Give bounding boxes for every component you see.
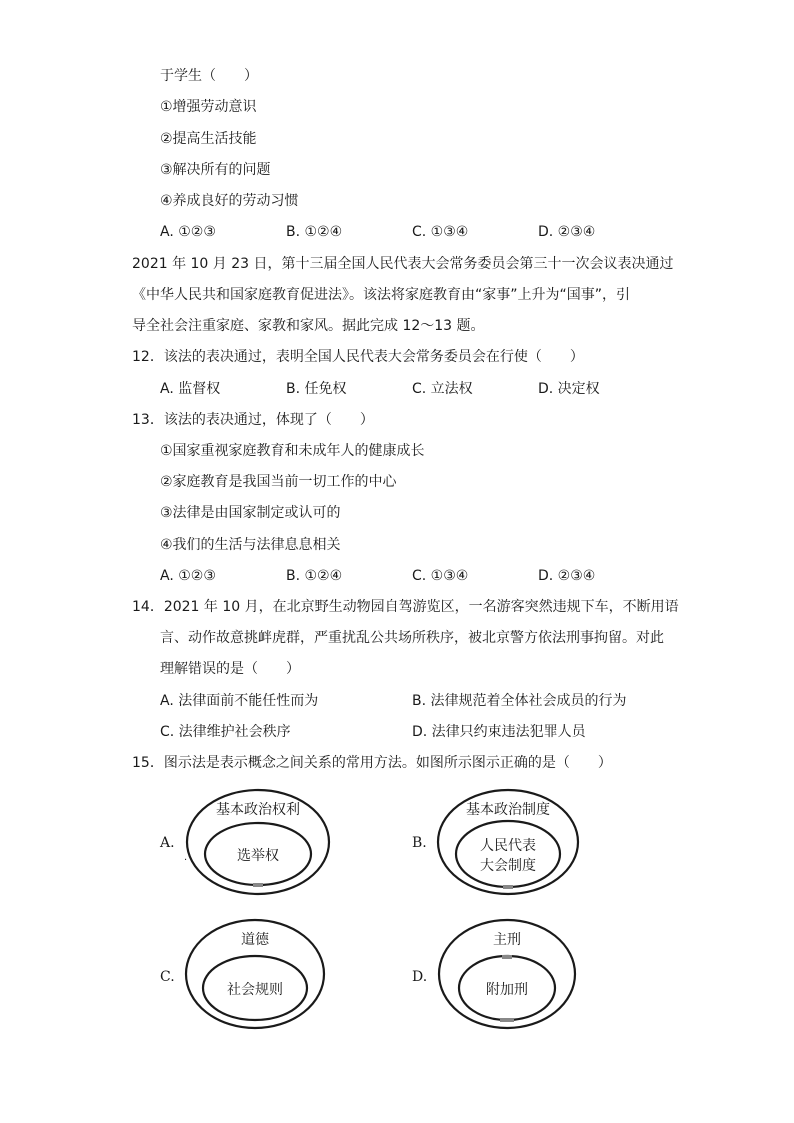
q11-option-c: C. ①③④ <box>412 224 469 240</box>
q13-option-b: B. ①②④ <box>286 568 343 584</box>
q11-item-1: ①增强劳动意识 <box>160 99 257 115</box>
diagram-b <box>412 784 602 904</box>
q13-item-4: ④我们的生活与法律息息相关 <box>160 537 341 553</box>
svg-text:.: . <box>184 852 188 863</box>
diagram-c-outer-label: 道德 <box>241 932 269 948</box>
diagram-c-letter: C. <box>160 969 175 985</box>
diagram-b-inner-label-1: 人民代表 <box>480 838 536 854</box>
diagram-b-outer-label: 基本政治制度 <box>466 802 550 818</box>
diagram-c <box>160 916 350 1036</box>
q13-item-1: ①国家重视家庭教育和未成年人的健康成长 <box>160 443 425 459</box>
q11-item-2: ②提高生活技能 <box>160 131 257 147</box>
q14-stem-line-2: 言、动作故意挑衅虎群，严重扰乱公共场所秩序，被北京警方依法刑事拘留。对此 <box>160 630 664 646</box>
q14-option-c: C. 法律维护社会秩序 <box>160 724 291 740</box>
diagram-d-inner-label: 附加刑 <box>486 982 528 998</box>
diagram-a-outer-label: 基本政治权利 <box>216 802 300 818</box>
diagram-d-contact-mark-top <box>502 955 512 959</box>
q11-option-b: B. ①②④ <box>286 224 343 240</box>
q12-option-a: A. 监督权 <box>160 381 221 397</box>
q12-option-d: D. 决定权 <box>538 381 600 397</box>
q13-item-2: ②家庭教育是我国当前一切工作的中心 <box>160 474 397 490</box>
diagram-b-inner-label-2: 大会制度 <box>480 858 536 874</box>
q11-item-4: ④养成良好的劳动习惯 <box>160 193 299 209</box>
diagram-a-letter: A. <box>160 835 175 851</box>
q13-option-c: C. ①③④ <box>412 568 469 584</box>
q14-option-a: A. 法律面前不能任性而为 <box>160 693 319 709</box>
diagram-b-contact-mark <box>503 885 513 889</box>
q11-option-a: A. ①②③ <box>160 224 216 240</box>
q11-item-3: ③解决所有的问题 <box>160 162 271 178</box>
q14-stem-line-1: 14．2021 年 10 月，在北京野生动物园自驾游览区，一名游客突然违规下车，不断用语 <box>132 599 679 615</box>
passage-line-1: 2021 年 10 月 23 日，第十三届全国人民代表大会常务委员会第三十一次会议表决通过 <box>132 256 674 272</box>
q13-stem: 13．该法的表决通过，体现了（ ） <box>132 412 374 428</box>
q13-item-3: ③法律是由国家制定或认可的 <box>160 505 341 521</box>
q14-option-d: D. 法律只约束违法犯罪人员 <box>412 724 586 740</box>
diagram-b-letter: B. <box>412 835 427 851</box>
q11-stem-end: 于学生（ ） <box>160 68 258 84</box>
diagram-d-letter: D. <box>412 969 428 985</box>
diagram-d-contact-mark-bottom <box>500 1018 514 1022</box>
q14-option-b: B. 法律规范着全体社会成员的行为 <box>412 693 627 709</box>
q13-option-a: A. ①②③ <box>160 568 216 584</box>
q12-stem: 12．该法的表决通过，表明全国人民代表大会常务委员会在行使（ ） <box>132 349 584 365</box>
q13-option-d: D. ②③④ <box>538 568 596 584</box>
passage-line-3: 导全社会注重家庭、家教和家风。据此完成 12～13 题。 <box>132 318 485 334</box>
q12-option-b: B. 任免权 <box>286 381 347 397</box>
q12-option-c: C. 立法权 <box>412 381 473 397</box>
diagram-d <box>412 916 602 1036</box>
q11-option-d: D. ②③④ <box>538 224 596 240</box>
diagram-a-inner-label: 选举权 <box>237 848 279 864</box>
passage-line-2: 《中华人民共和国家庭教育促进法》。该法将家庭教育由“家事”上升为“国事”，引 <box>132 287 631 303</box>
diagram-c-inner-label: 社会规则 <box>227 982 283 998</box>
diagram-a-contact-mark <box>253 883 263 887</box>
q14-stem-line-3: 理解错误的是（ ） <box>160 661 300 677</box>
q15-stem: 15．图示法是表示概念之间关系的常用方法。如图所示图示正确的是（ ） <box>132 755 612 771</box>
diagram-d-outer-label: 主刑 <box>493 932 521 948</box>
diagram-b-inner-circle <box>456 821 560 887</box>
diagram-a <box>160 784 350 904</box>
